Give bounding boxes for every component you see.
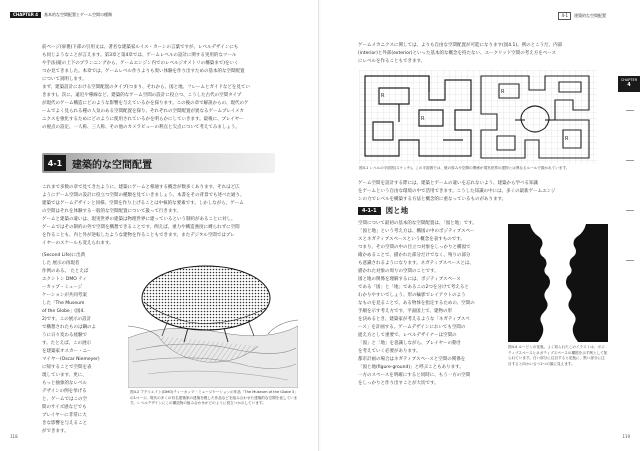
running-head: [10, 12, 112, 18]
text-line: 2)です。この展示の設計: [42, 317, 92, 322]
text-line: なものを見ることで、ある物体を指定するための、空間の: [358, 301, 475, 306]
text-line: を建築家オスカー・ニー: [42, 349, 92, 354]
text-line: ース」を計画する。ゲームデザインにおいても空間の: [358, 325, 466, 330]
text-line: 手順を示す考え方です。平面図上で、建物の形: [358, 309, 453, 314]
text-line: や手法(縦の上下のプランニングから、ゲームエンジン内でのレベルジオメトリの構築まで)をいく: [42, 61, 239, 66]
mid-text: [358, 180, 598, 206]
thumb-number: 4: [627, 82, 631, 88]
text-line: す。たとえば、この展示: [42, 341, 92, 346]
section-number: 4-1: [44, 155, 66, 171]
section-body-text: [42, 184, 275, 250]
text-line: 確かめることで、描かれた部分だけでなく、残りの部分: [358, 253, 471, 258]
text-line: が現代のゲーム構造にどのような影響を与えているかを探ります。この後の章で解説からの、現代のゲ: [42, 101, 249, 106]
text-line: を作ることも、内と外が逆転したような建物を作ることもできます。またデジタル空間ではプレ: [42, 233, 235, 238]
text-line: の空間はそれを体験する一般的な空間配置について扱って行きます。: [42, 209, 182, 214]
margin-tick: [626, 210, 634, 211]
text-line: ようにゲーム空間の設計に役立つ空間の種類を見ていきましょう。本書をその背景でも述べた通り、: [42, 193, 245, 198]
text-line: (interior)と外部(exterior)といった基本的な概念を持たない、ユークリッド空間の考え方をベース: [358, 51, 557, 56]
right-page: [321, 0, 640, 451]
text-line: エクシトン DMO ティ: [42, 277, 87, 282]
text-line: 都市計画の場合はネガティブスペースと空間の関係を: [358, 357, 466, 362]
text-line: した「The Museum: [42, 301, 85, 306]
text-line: これまで多数の章で見てきたように、建築にゲームと相通する概念が数多くあります。それほど広: [42, 185, 240, 190]
text-line: 前ページ(扉裏)下部の引用文は、著名な建築家ルイス・カーンの言葉ですが、レベルデザインにも: [42, 45, 239, 50]
text-line: ができます。: [42, 429, 69, 434]
text-line: について説明します。: [42, 77, 87, 82]
figure-ground-text: [358, 220, 502, 428]
rubin-vase-figure: [508, 224, 608, 342]
text-line: ゲームではその制約の外で空間を構想できることです。例えば、重力や構造強度に縛られずに空間: [42, 225, 240, 230]
text-line: を決めるとき、建築家が考えるような「ネガティブスペ: [358, 317, 470, 322]
globe-museum-figure: [128, 262, 298, 388]
text-line: もっと抽象的なレベル: [42, 381, 87, 386]
running-head: [558, 12, 606, 20]
text-line: うに日々変わる経験で: [42, 333, 87, 338]
text-line: つか見てきました。本章では、ゲームレベル作りよりも奥い体験を作り出すための基本的な空間配置: [42, 69, 245, 74]
map-room-marker: R: [381, 93, 385, 99]
running-head-title: 基本的な空間配置とゲーム空間の種類: [44, 12, 113, 17]
text-line: 空間について最初の基本的な空間配置は、「図と地」です。: [358, 221, 477, 226]
text-line: 一方のスペースを明確にすると同時に、もう一方の空間: [358, 373, 471, 378]
section-title: 建築的な空間配置: [72, 159, 152, 171]
text-line: の視点の設定、一人称、三人称、その他のカメラビューの利点と欠点について考えてみましょう。: [42, 125, 240, 130]
text-line: ンの力でレベルを構築する方法と概念的に重なっているものがあります。: [358, 197, 507, 202]
narrow-column-text: [42, 252, 126, 438]
text-line: にレベルを作ることもできます。: [358, 59, 426, 64]
text-line: した 展示の再現者: [42, 261, 80, 266]
text-line: ゲーム空間を設計する際には、建築とゲームの違いを忘れないよう、建築から学べる知識: [358, 181, 538, 186]
text-line: 「図と地(figure-ground)」と呼ぶこともあります。: [358, 365, 464, 370]
text-line: に帰することで空間を表: [42, 365, 92, 370]
intro-text: [358, 42, 598, 68]
text-line: of the Globe」(図4.: [42, 309, 85, 314]
text-line: デザインの例を挙げる: [42, 389, 87, 394]
vase-figure-caption: 図4.4 ルービンの花瓶。よく知られたこのイラストは、ポジティブスペースとネガティブスペースの構図を示す例として知られています。白い部分に注目すると花瓶に、黒い部分に注目すると向かい合う2つの顔に見えます。: [508, 345, 608, 366]
level-map-figure: [359, 70, 597, 164]
text-line: も同じようなことが言えます。第3章と第4章では、ゲームレベルの設計に関する実用的なツール: [42, 53, 237, 58]
chapter-chip: CHAPTER 4: [10, 12, 41, 18]
page-number: 118: [10, 434, 18, 439]
text-line: わかりやすいでしょう。形の輪郭でレイアウトのよう: [358, 293, 466, 298]
text-line: も意識されるようになります。ネガティブスペースとは、: [358, 261, 474, 266]
margin-tick: [626, 260, 634, 261]
text-line: 間のサイズ感などでも: [42, 405, 87, 410]
text-line: 「図と地」という考え方は、構図の中のポジティブスペー: [358, 229, 475, 234]
margin-tick: [626, 160, 634, 161]
page-number: 119: [622, 434, 630, 439]
subsection-heading: [358, 205, 408, 216]
text-line: 描かれた対象の周りの空間のことです。: [358, 269, 439, 274]
subsection-number: 4-1-1: [358, 207, 381, 215]
text-line: 作例のある。 たとえば: [42, 269, 89, 274]
text-line: をゲームという自由な環境の中で活用できます。こうした知識の中には、多くの最新ゲームエンジ: [358, 189, 556, 194]
map-room-marker: R: [501, 89, 505, 95]
text-line: 建築ではゲームデザインと同様、空間を作り上げることは中核的な要素です。しかしながら、ゲーム: [42, 201, 244, 206]
map-room-marker: R: [421, 116, 425, 122]
text-line: マイヤー(Oscar Niemeyer): [42, 357, 100, 362]
map-figure-caption: 図4.1 レベルの平面図(スケッチ)。この平面図では、壁の厚みや空間の関係が現実世界の建物とは異なるルールで描かれています。: [359, 166, 570, 170]
left-page: [0, 0, 319, 451]
text-line: を考えていく必要があります。: [358, 349, 421, 354]
thumb-label: CHAPTER: [620, 78, 638, 82]
text-line: イヤーのスケールも変えられます。: [42, 241, 114, 246]
section-heading: [42, 153, 275, 173]
text-line: ゲームメカニクスに関しては、よりも自由な空間配置が可能になります(図4.1)。例のとこうだ、内部: [358, 43, 563, 48]
text-line: をしっかりと作り出すことが大切です。: [358, 381, 439, 386]
text-line: である「図」と「地」であるこの2つを分けて考えると: [358, 285, 469, 290]
text-line: きます)。次に、遠近や導線など、建築的なゲーム空間の設計に役立つ、こうした古代の空間タイプ: [42, 93, 242, 98]
text-line: ニクスを強化するためにどのように使用されているかを明らかにしていきます。最後に、プレイヤー: [42, 117, 244, 122]
figure-caption: 図4.2 アクリエイト(DMO)ティーカップ・ミュージケーションの作品「The Museum of the Globe 3」の1ページ。現代の多くの有名建築家の建築を模した作品などを組み合わせた建築的な空間を表しています。レベルデザインにこの構造物の組み合わせがどのように役立つか示しています。: [130, 390, 298, 405]
text-line: と、ゲームではこの空: [42, 397, 87, 402]
text-line: 図と地の関係を理解するには、ポジティブスペース: [358, 277, 461, 282]
text-line: 捉え方として重要で、レベルデザイナーは空間の: [358, 333, 457, 338]
text-line: (Second Life)に出典: [42, 253, 86, 258]
text-line: まず、建築設計における空間配置のタイプ(つまり、それから、図と地、フレームとガイドなどを見てい: [42, 85, 250, 90]
text-line: で構想されたものは鋼のよ: [42, 325, 96, 330]
text-line: ゲームと建築の違いは、現実世界の建築は物理世界に建っているという制約があることに対し、: [42, 217, 236, 222]
margin-tick: [626, 110, 634, 111]
map-room-marker: R: [565, 136, 569, 142]
section-chip: 4-1: [558, 12, 571, 20]
chapter-thumb-tab: [618, 76, 640, 92]
running-head-title: 建築的な空間配置: [574, 13, 606, 18]
text-line: プレイヤーに非常に大: [42, 413, 87, 418]
text-line: ームでよく見られる種の人気のある空間配置を探り、それぞれの空間配置が異なるゲームプレイメカ: [42, 109, 245, 114]
text-line: ーカップ・ミュージ: [42, 285, 83, 290]
text-line: きな影響を与えること: [42, 421, 87, 426]
text-line: ケーションが共同考案: [42, 293, 87, 298]
text-line: つまり、その空間の中の目立つ対象をしっかりと構図で: [358, 245, 471, 250]
text-line: 現しています。更に、: [42, 373, 87, 378]
text-line: スとネガティブスペースという概念を表すものです。: [358, 237, 465, 242]
intro-text: [42, 44, 274, 134]
text-line: 「図」と「地」を意識しながら、プレイヤーの動き: [358, 341, 462, 346]
subsection-title: 図と地: [385, 206, 409, 215]
